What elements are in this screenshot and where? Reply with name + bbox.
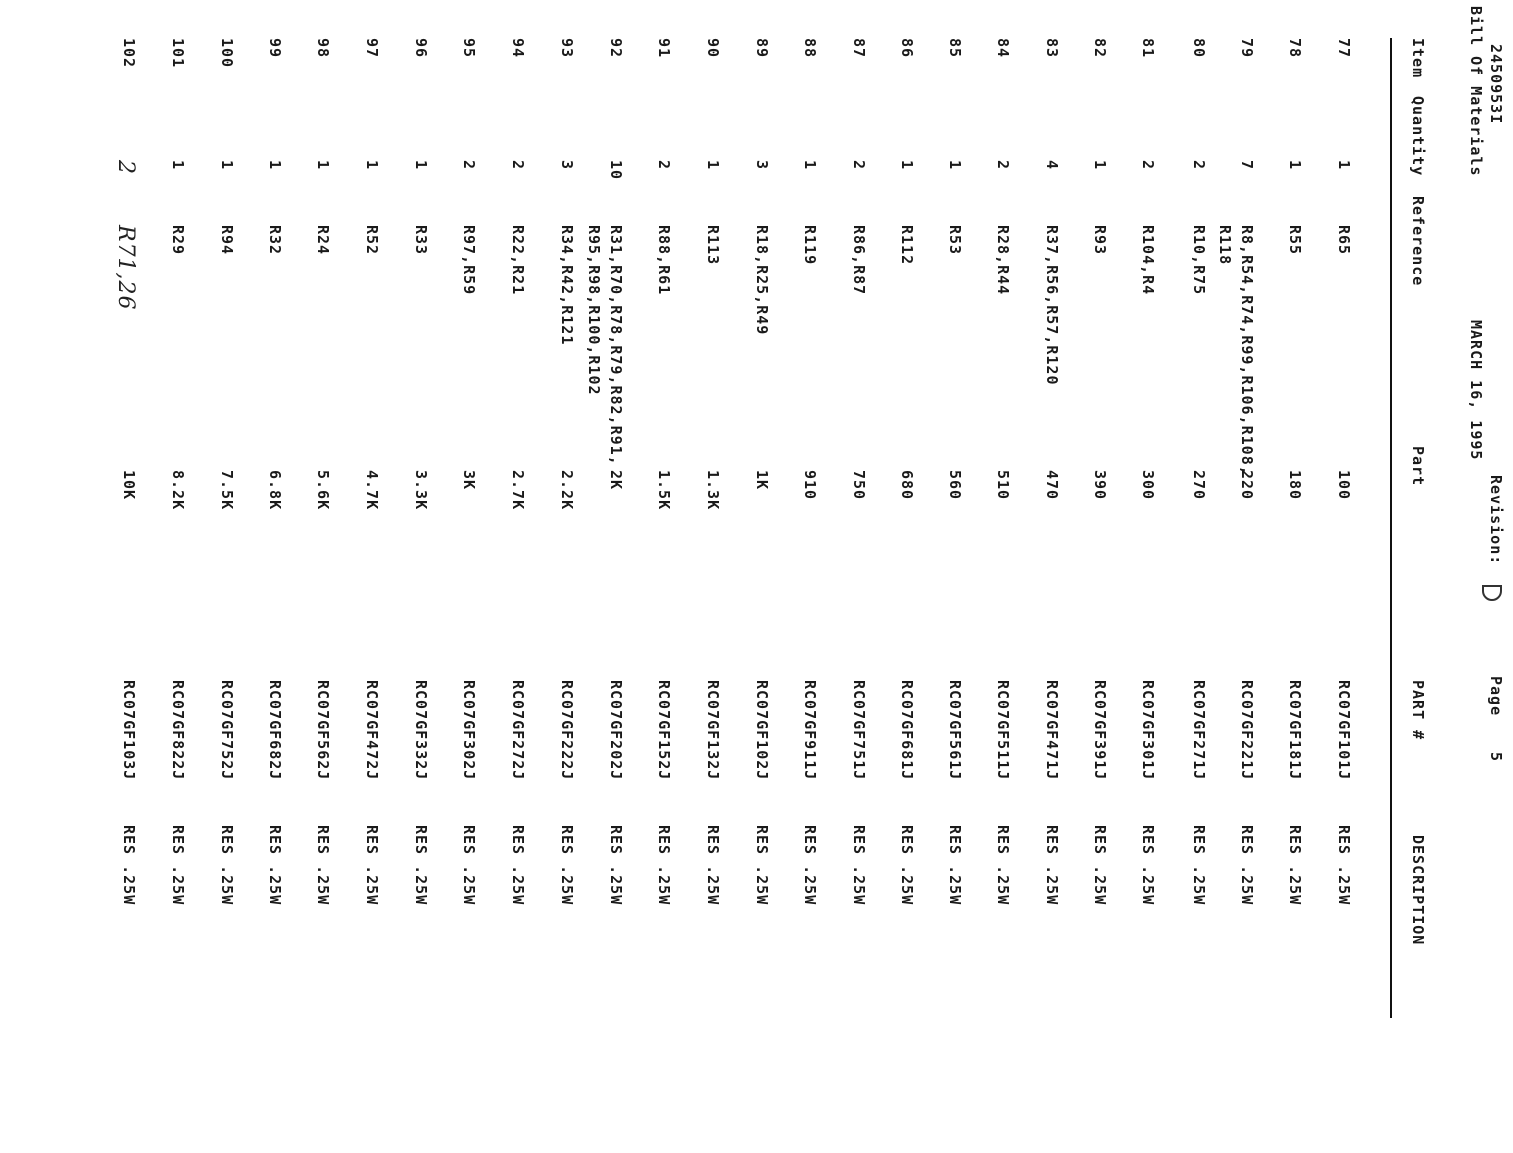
part-cell: 2K (607, 470, 625, 491)
description-cell: RES .25W (218, 825, 236, 906)
description-cell: RES .25W (704, 825, 722, 906)
part-cell: 2.2K (558, 470, 576, 511)
col-reference: Reference (1409, 196, 1427, 287)
quantity-cell: 1 (1335, 160, 1353, 171)
reference-cell: R86,R87 (850, 225, 868, 296)
part-number-cell: RC07GF511J (994, 680, 1012, 781)
reference-cell: R33 (412, 225, 430, 256)
part-cell: 390 (1091, 470, 1109, 501)
quantity-cell: 2 (509, 160, 527, 171)
item-cell: 90 (704, 38, 722, 59)
reference-cell: R31,R70,R78,R79,R82,R91, (607, 225, 625, 466)
part-cell: 3K (460, 470, 478, 491)
quantity-cell: 2 (850, 160, 868, 171)
part-number-cell: RC07GF682J (266, 680, 284, 781)
page-label: Page (1487, 676, 1505, 717)
part-cell: 1.5K (655, 470, 673, 511)
quantity-cell: 1 (218, 160, 236, 171)
description-cell: RES .25W (558, 825, 576, 906)
part-cell: 910 (801, 470, 819, 501)
item-cell: 97 (363, 38, 381, 59)
doc-date: MARCH 16, 1995 (1467, 320, 1485, 461)
item-cell: 98 (314, 38, 332, 59)
description-cell: RES .25W (1190, 825, 1208, 906)
bom-title: Bill Of Materials (1467, 6, 1485, 177)
part-number-cell: RC07GF222J (558, 680, 576, 781)
doc-number: 2450953I (1487, 44, 1505, 125)
part-cell: 8.2K (169, 470, 187, 511)
reference-cell: R71,26 (113, 225, 138, 311)
header-rule (1390, 38, 1392, 1018)
part-cell: 6.8K (266, 470, 284, 511)
reference-cell: R55 (1286, 225, 1304, 256)
quantity-cell: 4 (1043, 160, 1061, 171)
part-cell: 1K (753, 470, 771, 491)
quantity-cell: 1 (1091, 160, 1109, 171)
description-cell: RES .25W (1091, 825, 1109, 906)
description-cell: RES .25W (266, 825, 284, 906)
quantity-cell: 1 (266, 160, 284, 171)
quantity-cell: 1 (314, 160, 332, 171)
quantity-cell: 2 (113, 160, 138, 175)
part-number-cell: RC07GF181J (1286, 680, 1304, 781)
part-number-cell: RC07GF302J (460, 680, 478, 781)
reference-cell: R65 (1335, 225, 1353, 256)
part-number-cell: RC07GF132J (704, 680, 722, 781)
description-cell: RES .25W (509, 825, 527, 906)
col-part: Part (1409, 446, 1427, 487)
part-cell: 2.7K (509, 470, 527, 511)
reference-cell-continued: R95,R98,R100,R102 (585, 225, 603, 396)
quantity-cell: 2 (994, 160, 1012, 171)
item-cell: 77 (1335, 38, 1353, 59)
description-cell: RES .25W (655, 825, 673, 906)
part-cell: 3.3K (412, 470, 430, 511)
reference-cell: R29 (169, 225, 187, 256)
reference-cell: R34,R42,R121 (558, 225, 576, 346)
description-cell: RES .25W (801, 825, 819, 906)
quantity-cell: 1 (801, 160, 819, 171)
item-cell: 85 (946, 38, 964, 59)
item-cell: 88 (801, 38, 819, 59)
description-cell: RES .25W (460, 825, 478, 906)
item-cell: 95 (460, 38, 478, 59)
part-cell: 4.7K (363, 470, 381, 511)
part-number-cell: RC07GF681J (898, 680, 916, 781)
item-cell: 102 (120, 38, 138, 69)
part-number-cell: RC07GF751J (850, 680, 868, 781)
quantity-cell: 1 (169, 160, 187, 171)
description-cell: RES .25W (753, 825, 771, 906)
item-cell: 87 (850, 38, 868, 59)
description-cell: RES .25W (363, 825, 381, 906)
col-description: DESCRIPTION (1409, 835, 1427, 946)
description-cell: RES .25W (412, 825, 430, 906)
item-cell: 93 (558, 38, 576, 59)
item-cell: 94 (509, 38, 527, 59)
part-number-cell: RC07GF102J (753, 680, 771, 781)
reference-cell: R113 (704, 225, 722, 266)
part-number-cell: RC07GF561J (946, 680, 964, 781)
part-number-cell: RC07GF391J (1091, 680, 1109, 781)
item-cell: 80 (1190, 38, 1208, 59)
description-cell: RES .25W (1139, 825, 1157, 906)
part-number-cell: RC07GF301J (1139, 680, 1157, 781)
page-number: 5 (1487, 752, 1505, 763)
description-cell: RES .25W (1335, 825, 1353, 906)
reference-cell: R37,R56,R57,R120 (1043, 225, 1061, 386)
part-number-cell: RC07GF472J (363, 680, 381, 781)
reference-cell: R94 (218, 225, 236, 256)
part-cell: 180 (1286, 470, 1304, 501)
reference-cell: R22,R21 (509, 225, 527, 296)
description-cell: RES .25W (169, 825, 187, 906)
item-cell: 78 (1286, 38, 1304, 59)
item-cell: 84 (994, 38, 1012, 59)
quantity-cell: 1 (704, 160, 722, 171)
reference-cell: R97,R59 (460, 225, 478, 296)
part-number-cell: RC07GF152J (655, 680, 673, 781)
description-cell: RES .25W (607, 825, 625, 906)
reference-cell: R93 (1091, 225, 1109, 256)
description-cell: RES .25W (314, 825, 332, 906)
description-cell: RES .25W (994, 825, 1012, 906)
reference-cell: R112 (898, 225, 916, 266)
part-number-cell: RC07GF101J (1335, 680, 1353, 781)
col-quantity: Quantity (1409, 96, 1427, 177)
description-cell: RES .25W (1043, 825, 1061, 906)
item-cell: 101 (169, 38, 187, 69)
part-number-cell: RC07GF332J (412, 680, 430, 781)
reference-cell: R8,R54,R74,R99,R106,R108, (1238, 225, 1256, 476)
part-number-cell: RC07GF911J (801, 680, 819, 781)
reference-cell: R88,R61 (655, 225, 673, 296)
part-cell: 750 (850, 470, 868, 501)
quantity-cell: 1 (363, 160, 381, 171)
item-cell: 82 (1091, 38, 1109, 59)
item-cell: 89 (753, 38, 771, 59)
col-part-number: PART # (1409, 680, 1427, 741)
description-cell: RES .25W (850, 825, 868, 906)
reference-cell: R53 (946, 225, 964, 256)
part-number-cell: RC07GF752J (218, 680, 236, 781)
quantity-cell: 10 (607, 160, 625, 181)
reference-cell: R52 (363, 225, 381, 256)
reference-cell: R104,R4 (1139, 225, 1157, 296)
part-number-cell: RC07GF202J (607, 680, 625, 781)
reference-cell: R10,R75 (1190, 225, 1208, 296)
reference-cell: R24 (314, 225, 332, 256)
part-number-cell: RC07GF562J (314, 680, 332, 781)
item-cell: 100 (218, 38, 236, 69)
part-cell: 100 (1335, 470, 1353, 501)
col-item: Item (1409, 38, 1427, 79)
part-cell: 680 (898, 470, 916, 501)
description-cell: RES .25W (898, 825, 916, 906)
item-cell: 79 (1238, 38, 1256, 59)
part-cell: 560 (946, 470, 964, 501)
part-number-cell: RC07GF221J (1238, 680, 1256, 781)
part-cell: 10K (120, 470, 138, 501)
item-cell: 92 (607, 38, 625, 59)
part-cell: 5.6K (314, 470, 332, 511)
reference-cell: R18,R25,R49 (753, 225, 771, 336)
part-cell: 300 (1139, 470, 1157, 501)
item-cell: 81 (1139, 38, 1157, 59)
quantity-cell: 1 (412, 160, 430, 171)
item-cell: 86 (898, 38, 916, 59)
description-cell: RES .25W (946, 825, 964, 906)
part-number-cell: RC07GF272J (509, 680, 527, 781)
part-cell: 7.5K (218, 470, 236, 511)
reference-cell-continued: R118 (1216, 225, 1234, 266)
part-cell: 270 (1190, 470, 1208, 501)
part-number-cell: RC07GF271J (1190, 680, 1208, 781)
description-cell: RES .25W (1238, 825, 1256, 906)
item-cell: 91 (655, 38, 673, 59)
revision-value-mark (1482, 585, 1502, 601)
part-cell: 470 (1043, 470, 1061, 501)
reference-cell: R119 (801, 225, 819, 266)
item-cell: 83 (1043, 38, 1061, 59)
quantity-cell: 7 (1238, 160, 1256, 171)
item-cell: 96 (412, 38, 430, 59)
quantity-cell: 1 (946, 160, 964, 171)
part-cell: 220 (1238, 470, 1256, 501)
part-number-cell: RC07GF471J (1043, 680, 1061, 781)
reference-cell: R28,R44 (994, 225, 1012, 296)
part-cell: 1.3K (704, 470, 722, 511)
item-cell: 99 (266, 38, 284, 59)
part-number-cell: RC07GF103J (120, 680, 138, 781)
quantity-cell: 2 (460, 160, 478, 171)
quantity-cell: 2 (1190, 160, 1208, 171)
quantity-cell: 2 (1139, 160, 1157, 171)
quantity-cell: 1 (898, 160, 916, 171)
description-cell: RES .25W (1286, 825, 1304, 906)
part-number-cell: RC07GF822J (169, 680, 187, 781)
quantity-cell: 2 (655, 160, 673, 171)
revision-label: Revision: (1487, 475, 1505, 566)
quantity-cell: 3 (753, 160, 771, 171)
quantity-cell: 3 (558, 160, 576, 171)
description-cell: RES .25W (120, 825, 138, 906)
quantity-cell: 1 (1286, 160, 1304, 171)
reference-cell: R32 (266, 225, 284, 256)
part-cell: 510 (994, 470, 1012, 501)
